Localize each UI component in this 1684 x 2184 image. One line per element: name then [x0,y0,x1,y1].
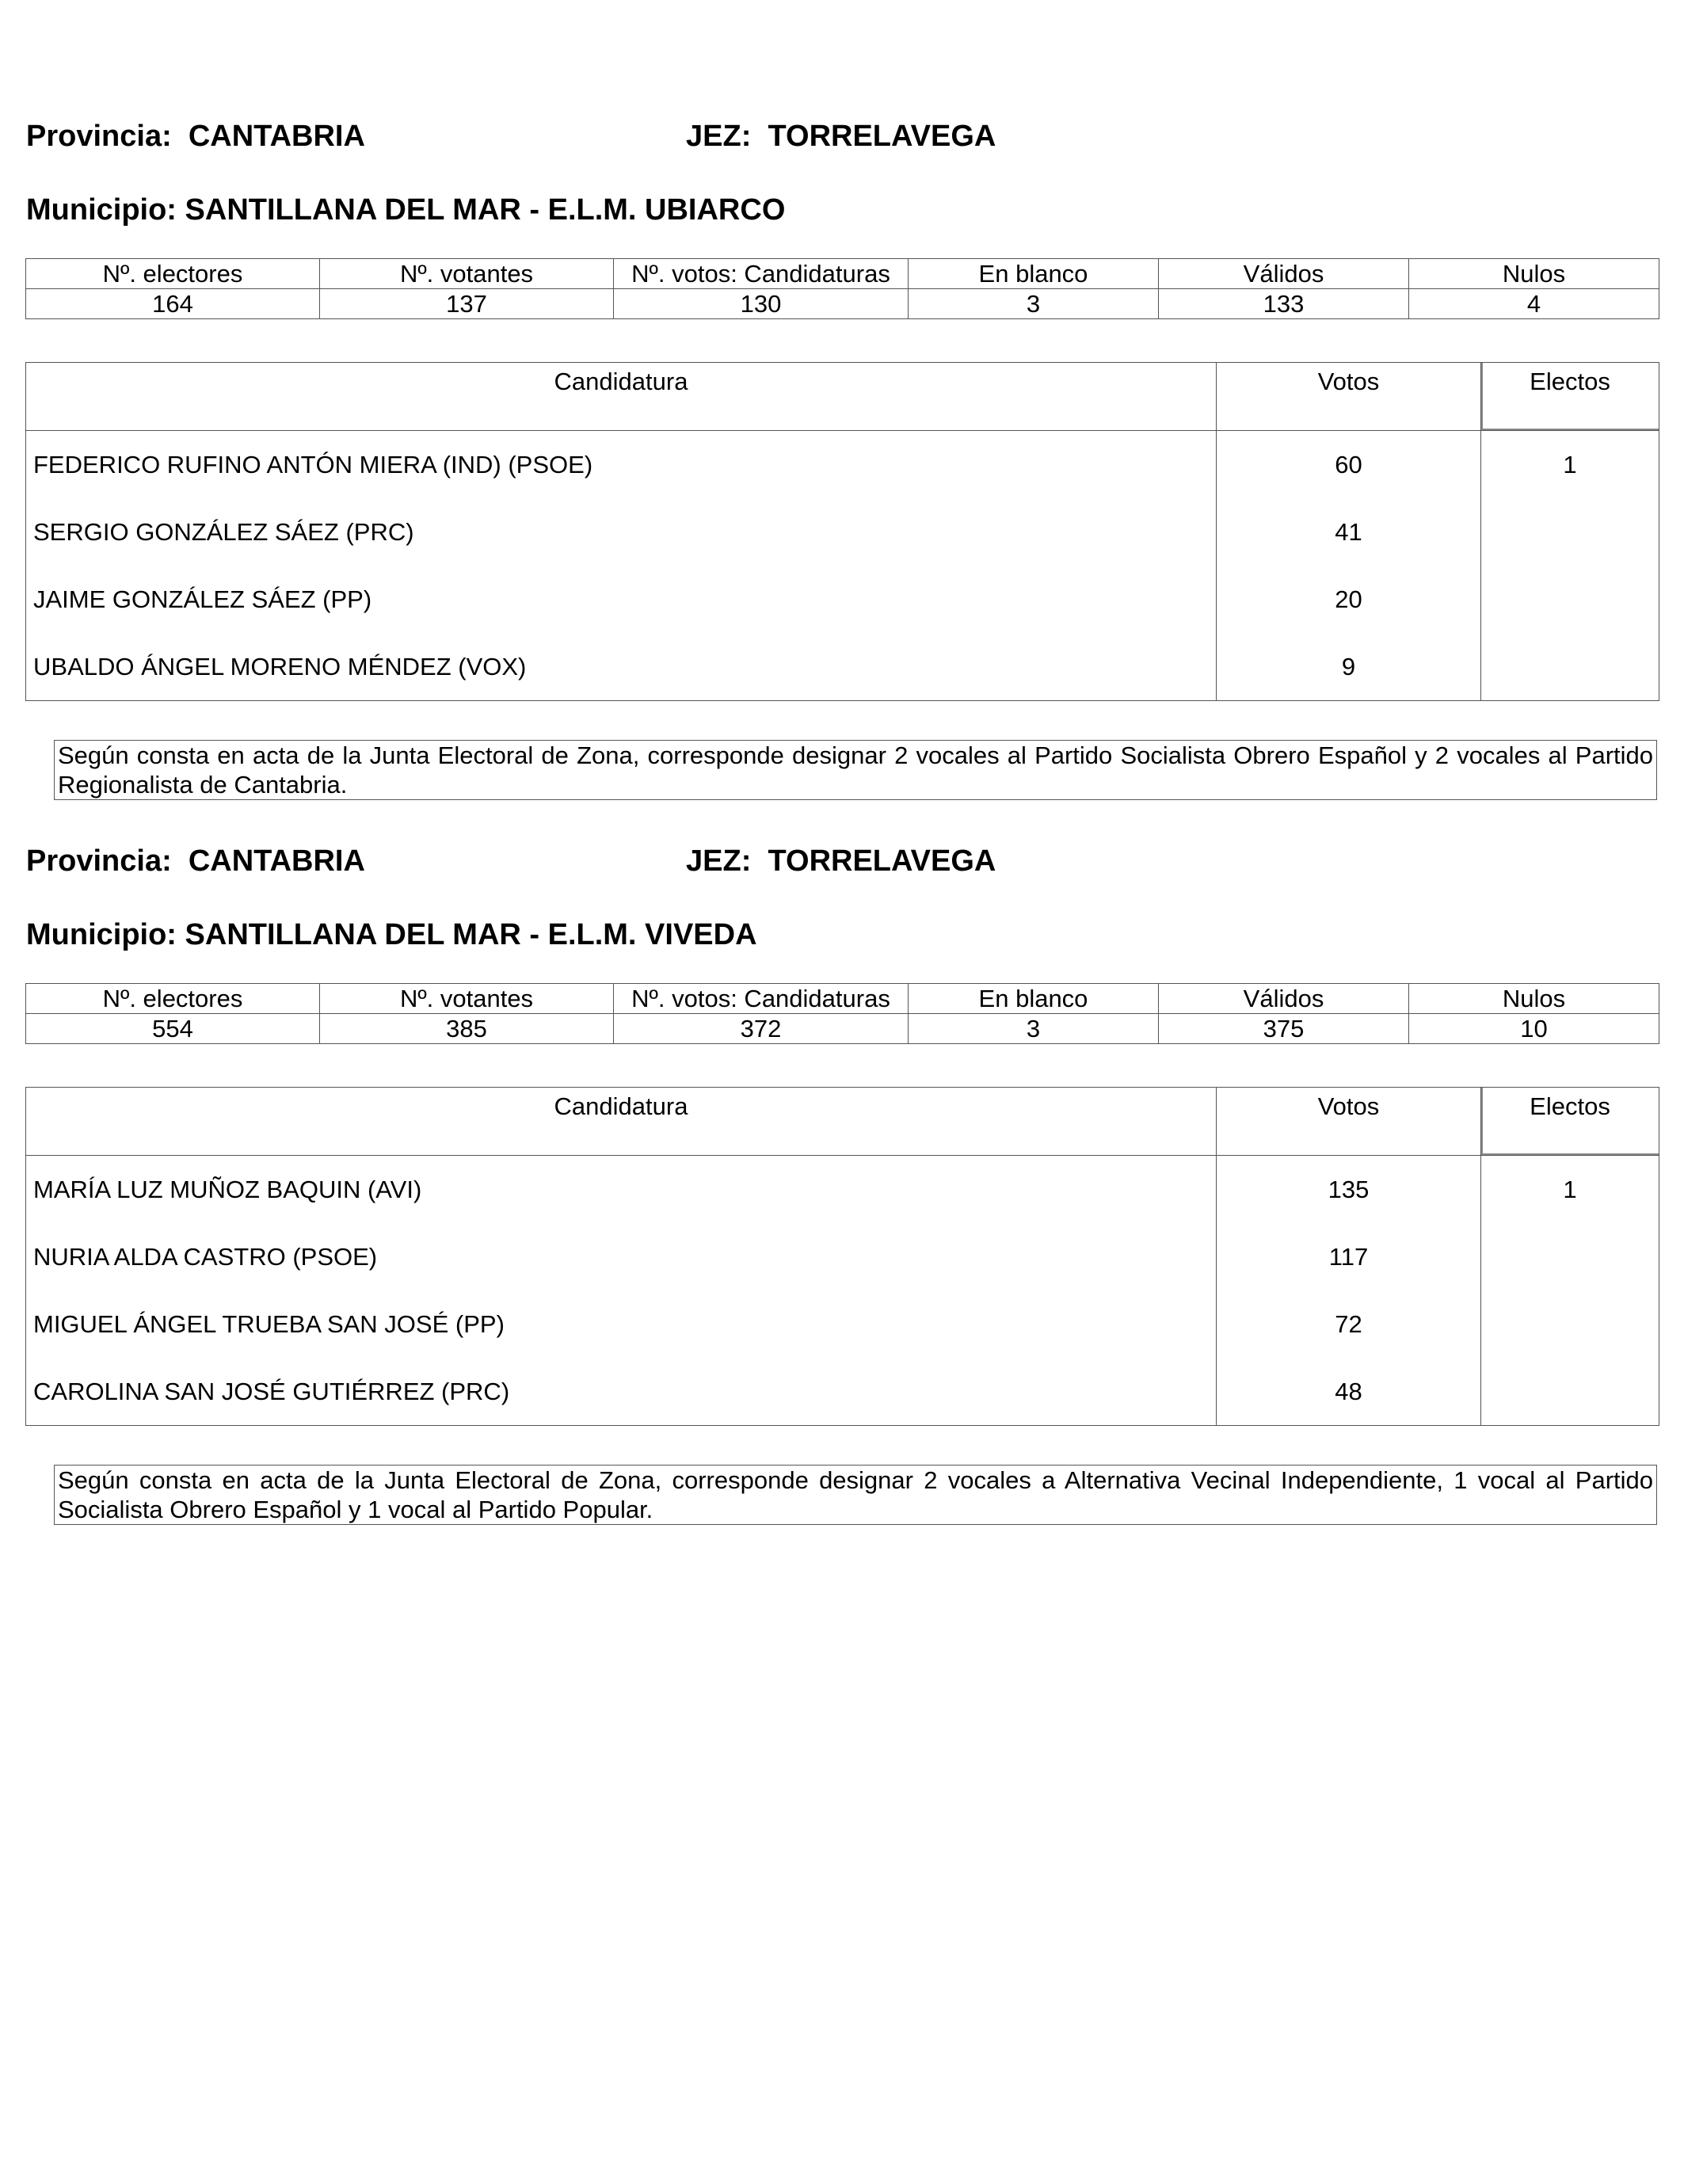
candidates-table [25,362,1659,701]
stats-value-votos-candidaturas: 130 [614,289,909,319]
designation-note: Según consta en acta de la Junta Electoral de Zona, corresponde designar 2 vocales al Partido Socialista Obrero Español y 2 vocales al Partido Regionalista de Cantabria. [54,740,1657,800]
candidate-row [26,1290,1659,1358]
stats-header-en-blanco: En blanco [909,259,1159,289]
jez-value: TORRELAVEGA [768,120,996,153]
candidate-name: JAIME GONZÁLEZ SÁEZ (PP) [26,566,1217,633]
candidate-electos [1481,1358,1659,1426]
provincia-label: Provincia: [26,844,172,878]
candidate-name: UBALDO ÁNGEL MORENO MÉNDEZ (VOX) [26,633,1217,701]
candidate-row [26,431,1659,499]
candidate-electos [1481,1290,1659,1358]
stats-value-row [26,1014,1659,1044]
stats-table [25,983,1659,1044]
candidate-row [26,633,1659,701]
candidates-table [25,1087,1659,1426]
candidate-votos: 20 [1217,566,1481,633]
candidate-row [26,566,1659,633]
candidate-votos: 117 [1217,1223,1481,1290]
candidate-name: FEDERICO RUFINO ANTÓN MIERA (IND) (PSOE) [26,431,1217,499]
candidate-row [26,1156,1659,1224]
stats-header-votantes: Nº. votantes [320,984,614,1014]
jez-heading [686,119,996,154]
header-candidatura: Candidatura [26,1088,1217,1156]
candidate-electos [1481,566,1659,633]
stats-value-validos: 375 [1159,1014,1409,1044]
candidate-votos: 60 [1217,431,1481,499]
stats-value-votantes: 385 [320,1014,614,1044]
candidate-electos [1481,498,1659,566]
stats-header-votos-candidaturas: Nº. votos: Candidaturas [614,259,909,289]
candidate-votos: 135 [1217,1156,1481,1224]
provincia-heading [26,844,365,879]
jez-value: TORRELAVEGA [768,844,996,878]
stats-header-en-blanco: En blanco [909,984,1159,1014]
jez-label: JEZ: [686,844,752,878]
municipio-label: Municipio: [26,918,177,951]
municipio-heading [26,192,785,227]
stats-value-electores: 164 [26,289,320,319]
stats-header-votantes: Nº. votantes [320,259,614,289]
stats-header-electores: Nº. electores [26,984,320,1014]
stats-value-electores: 554 [26,1014,320,1044]
provincia-heading [26,119,365,154]
stats-header-validos: Válidos [1159,984,1409,1014]
candidate-votos: 9 [1217,633,1481,701]
stats-value-validos: 133 [1159,289,1409,319]
stats-value-votos-candidaturas: 372 [614,1014,909,1044]
jez-heading [686,844,996,879]
stats-header-row [26,984,1659,1014]
stats-header-electores: Nº. electores [26,259,320,289]
candidate-name: CAROLINA SAN JOSÉ GUTIÉRREZ (PRC) [26,1358,1217,1426]
candidates-header-row [26,363,1659,431]
stats-value-votantes: 137 [320,289,614,319]
stats-header-validos: Válidos [1159,259,1409,289]
provincia-label: Provincia: [26,120,172,153]
candidate-row [26,1223,1659,1290]
candidate-votos: 48 [1217,1358,1481,1426]
stats-table [25,258,1659,319]
municipio-label: Municipio: [26,193,177,227]
designation-note: Según consta en acta de la Junta Electoral de Zona, corresponde designar 2 vocales a Alternativa Vecinal Independiente, 1 vocal al Partido Socialista Obrero Español y 1 vocal al Partido Popular. [54,1465,1657,1525]
stats-header-row [26,259,1659,289]
candidate-name: MARÍA LUZ MUÑOZ BAQUIN (AVI) [26,1156,1217,1224]
candidate-votos: 72 [1217,1290,1481,1358]
stats-value-en-blanco: 3 [909,1014,1159,1044]
candidate-electos [1481,1223,1659,1290]
candidate-electos: 1 [1481,431,1659,499]
provincia-value: CANTABRIA [188,120,365,153]
header-votos: Votos [1217,363,1481,431]
municipio-heading [26,917,757,952]
candidates-header-row [26,1088,1659,1156]
candidate-electos [1481,633,1659,701]
stats-header-votos-candidaturas: Nº. votos: Candidaturas [614,984,909,1014]
stats-value-nulos: 4 [1409,289,1659,319]
jez-label: JEZ: [686,120,752,153]
stats-value-en-blanco: 3 [909,289,1159,319]
header-electos: Electos [1481,363,1659,431]
stats-value-row [26,289,1659,319]
candidate-votos: 41 [1217,498,1481,566]
stats-header-nulos: Nulos [1409,259,1659,289]
municipio-value: SANTILLANA DEL MAR - E.L.M. UBIARCO [185,193,786,227]
candidate-row [26,498,1659,566]
candidate-name: SERGIO GONZÁLEZ SÁEZ (PRC) [26,498,1217,566]
candidate-name: MIGUEL ÁNGEL TRUEBA SAN JOSÉ (PP) [26,1290,1217,1358]
stats-value-nulos: 10 [1409,1014,1659,1044]
municipio-value: SANTILLANA DEL MAR - E.L.M. VIVEDA [185,918,757,951]
candidate-row [26,1358,1659,1426]
candidate-name: NURIA ALDA CASTRO (PSOE) [26,1223,1217,1290]
stats-header-nulos: Nulos [1409,984,1659,1014]
header-electos: Electos [1481,1088,1659,1156]
header-candidatura: Candidatura [26,363,1217,431]
header-votos: Votos [1217,1088,1481,1156]
provincia-value: CANTABRIA [188,844,365,878]
candidate-electos: 1 [1481,1156,1659,1224]
